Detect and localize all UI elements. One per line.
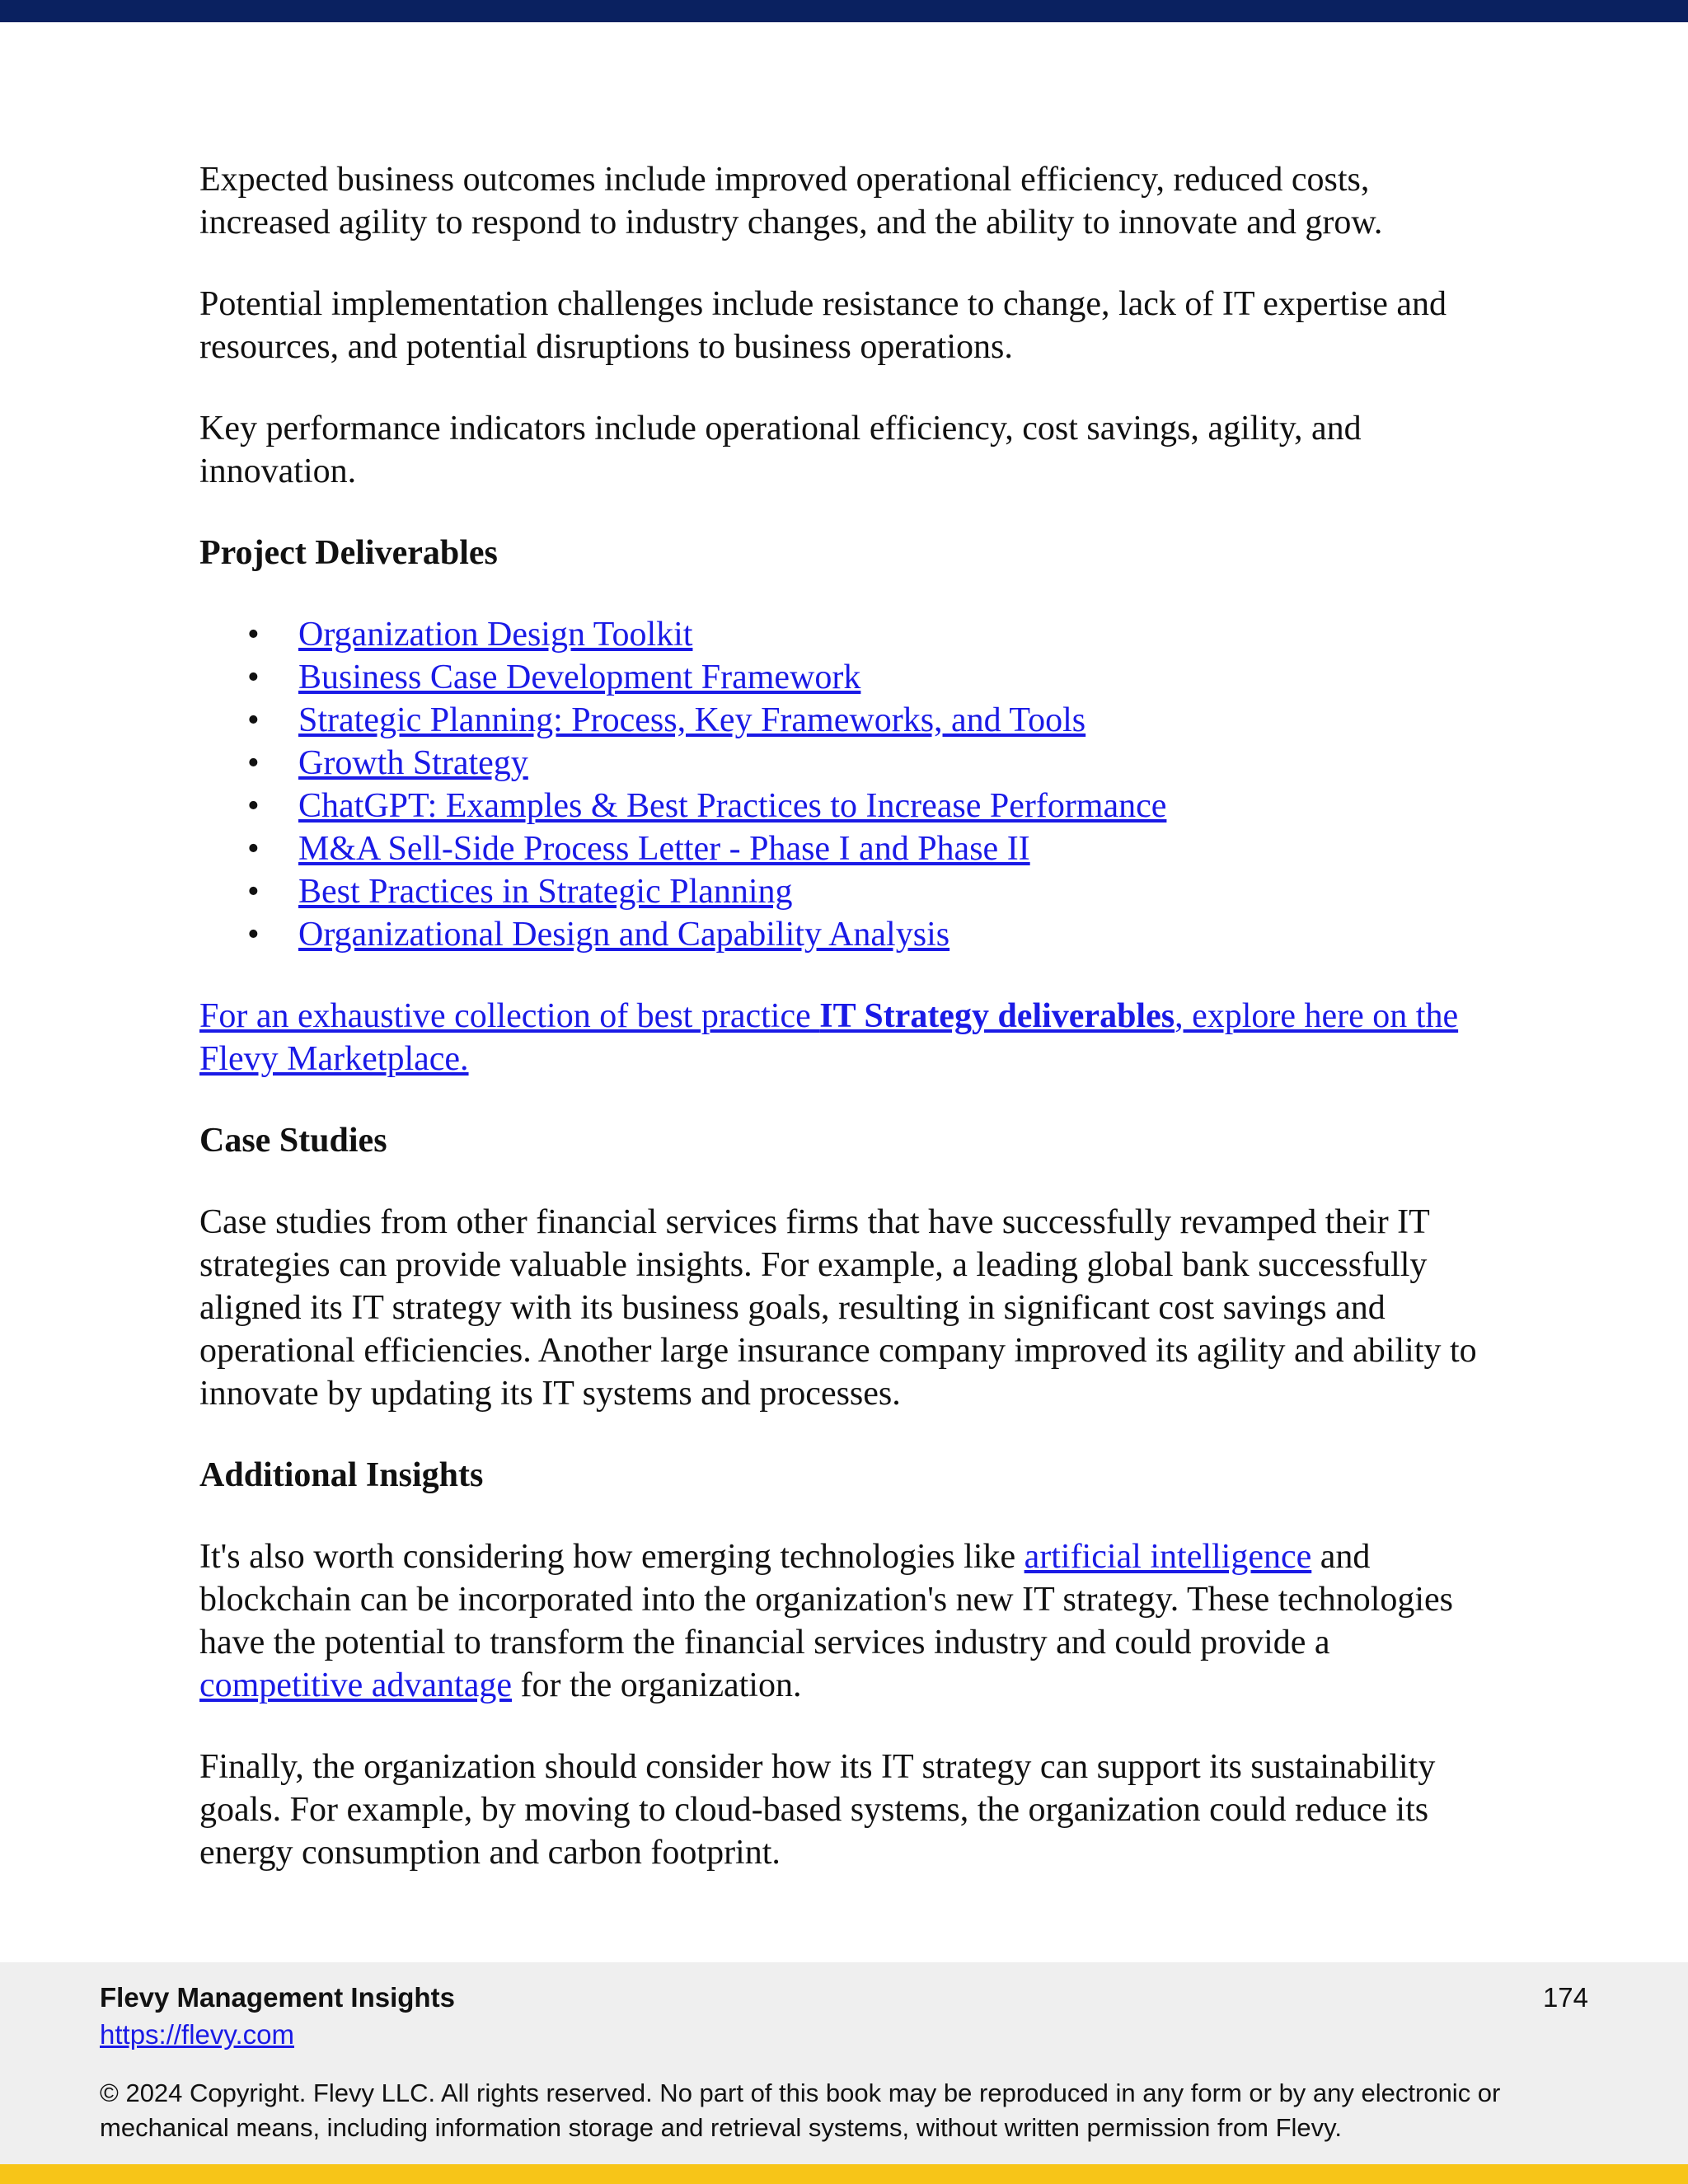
case-studies-paragraph: Case studies from other financial services firms that have successfully revamped their IT strategies can provide valuable insights. For example, a leading global bank successfully aligned its IT strategy with its business goals, resulting in significant cost savings and operational efficiencies. Another large insurance company improved its agility and ability to innovate by updating its IT systems and processes.: [199, 1203, 1477, 1413]
outcomes-paragraph: Expected business outcomes include improved operational efficiency, reduced costs, increased agility to respond to industry changes, and the ability to innovate and grow.: [199, 161, 1383, 241]
list-item: [298, 913, 1502, 956]
marketplace-link-before: For an exhaustive collection of best practice: [199, 997, 820, 1035]
deliverables-list: [199, 613, 1502, 956]
insights-paragraph-2: Finally, the organization should consider how its IT strategy can support its sustainability goals. For example, by moving to cloud-based systems, the organization could reduce its energy consumption and carbon footprint.: [199, 1748, 1436, 1872]
bottom-accent-bar: [0, 2164, 1688, 2184]
page-content: [199, 158, 1502, 1913]
list-item: [298, 699, 1502, 742]
competitive-advantage-link[interactable]: competitive advantage: [199, 1666, 513, 1704]
list-item: [298, 785, 1502, 827]
insights-text-3: for the organization.: [512, 1666, 802, 1704]
additional-insights-heading: Additional Insights: [199, 1456, 484, 1494]
list-item: [298, 827, 1502, 870]
page-footer: [0, 1962, 1688, 2164]
marketplace-link-after: , explore here on the Flevy Marketplace.: [199, 997, 1459, 1078]
deliverable-link-capability-analysis[interactable]: Organizational Design and Capability Analysis: [298, 916, 950, 954]
footer-url-link[interactable]: https://flevy.com: [100, 2019, 294, 2050]
challenges-paragraph: Potential implementation challenges include resistance to change, lack of IT expertise and resources, and potential disruptions to business operations.: [199, 285, 1447, 366]
deliverable-link-ma-sell-side[interactable]: M&A Sell-Side Process Letter - Phase I and Phase II: [298, 830, 1030, 868]
deliverable-link-chatgpt[interactable]: ChatGPT: Examples & Best Practices to Increase Performance: [298, 787, 1167, 825]
insights-text-2: and blockchain can be incorporated into the organization's new IT strategy. These technologies have the potential to transform the financial services industry and could provide a: [199, 1538, 1454, 1661]
marketplace-link[interactable]: [199, 997, 1458, 1078]
insights-text-1: It's also worth considering how emerging technologies like: [199, 1538, 1025, 1576]
marketplace-paragraph: [199, 995, 1502, 1080]
list-item: [298, 742, 1502, 785]
deliverable-link-strategic-planning[interactable]: Strategic Planning: Process, Key Frameworks, and Tools: [298, 701, 1086, 739]
deliverable-link-growth-strategy[interactable]: Growth Strategy: [298, 744, 528, 782]
footer-copyright: © 2024 Copyright. Flevy LLC. All rights reserved. No part of this book may be reproduced in any form or by any electronic or mechanical means, including information storage and retrieval systems, without written permission from Flevy.: [100, 2079, 1501, 2142]
marketplace-link-bold: IT Strategy deliverables: [819, 997, 1175, 1035]
list-item: [298, 613, 1502, 656]
kpi-paragraph: Key performance indicators include operational efficiency, cost savings, agility, and innovation.: [199, 410, 1362, 490]
footer-brand: Flevy Management Insights: [100, 1982, 455, 2013]
list-item: [298, 870, 1502, 913]
case-studies-heading: Case Studies: [199, 1122, 387, 1160]
page-number: 174: [1542, 1982, 1588, 2013]
artificial-intelligence-link[interactable]: artificial intelligence: [1024, 1538, 1312, 1576]
deliverable-link-org-design-toolkit[interactable]: Organization Design Toolkit: [298, 616, 693, 654]
list-item: [298, 656, 1502, 699]
insights-paragraph-1: [199, 1535, 1502, 1707]
deliverable-link-business-case[interactable]: Business Case Development Framework: [298, 658, 861, 696]
deliverables-heading: Project Deliverables: [199, 534, 498, 572]
top-accent-bar: [0, 0, 1688, 22]
deliverable-link-best-practices[interactable]: Best Practices in Strategic Planning: [298, 873, 793, 911]
